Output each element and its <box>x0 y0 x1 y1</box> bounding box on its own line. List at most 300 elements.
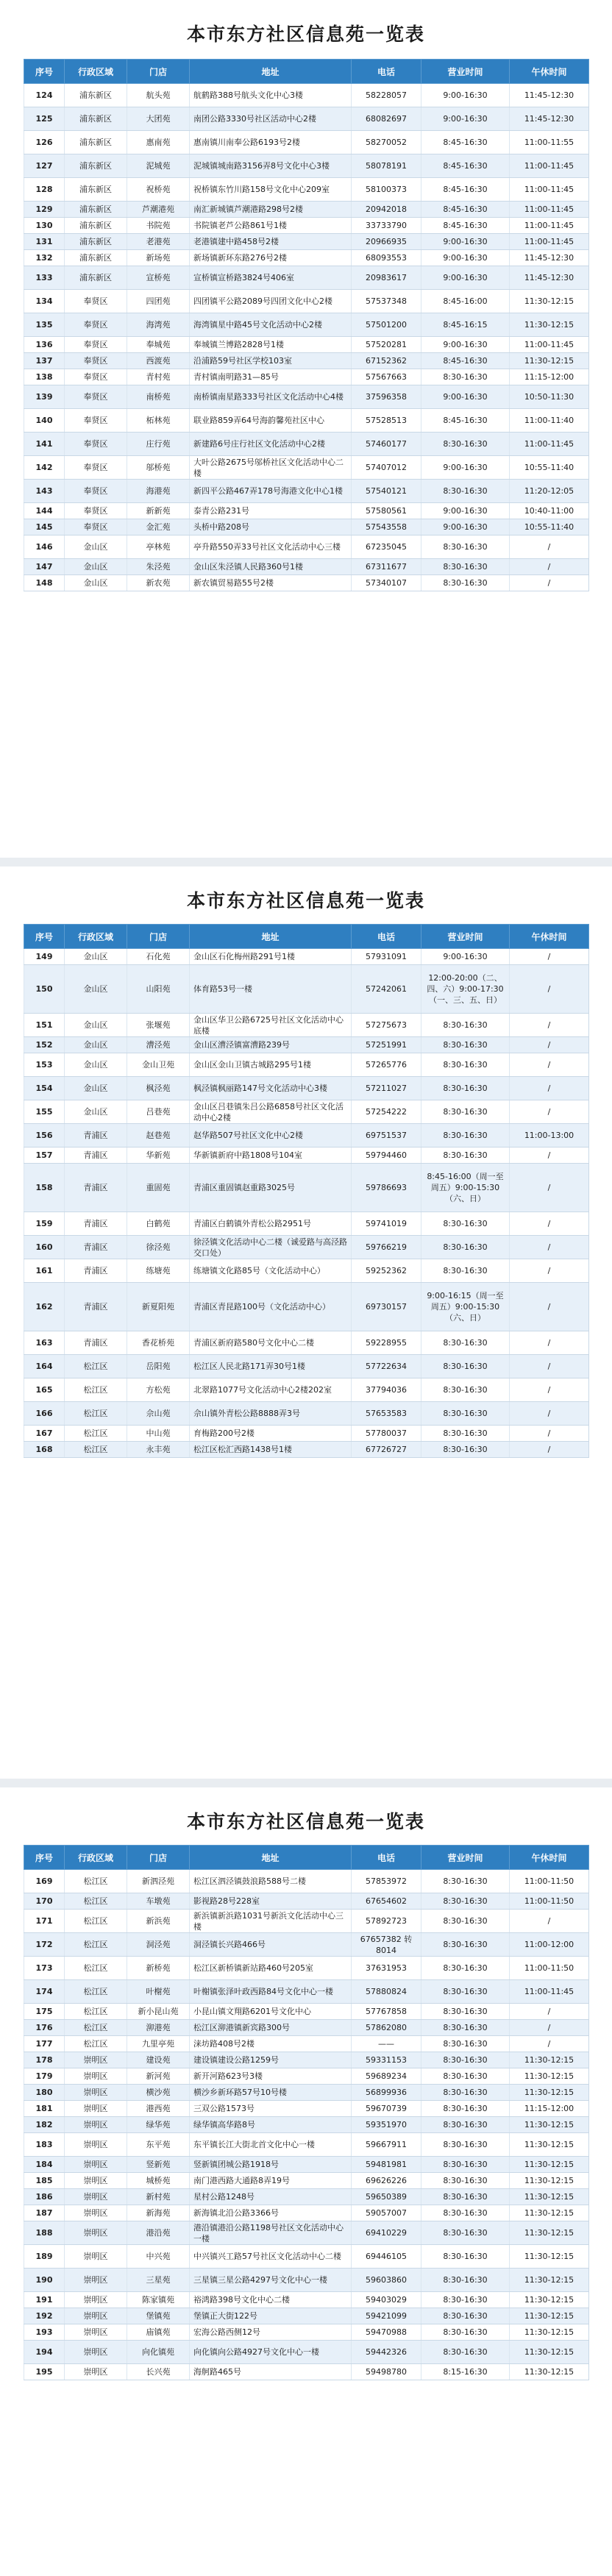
store-name-cell: 芦潮港苑 <box>127 202 190 218</box>
column-header-address: 地址 <box>190 60 352 84</box>
district-cell: 松江区 <box>65 1893 127 1910</box>
district-cell: 松江区 <box>65 2036 127 2052</box>
lunch-break-cell: / <box>510 2004 589 2020</box>
store-name-cell: 新小昆山苑 <box>127 2004 190 2020</box>
lunch-break-cell: 11:00-11:45 <box>510 154 589 178</box>
phone-cell: 37794036 <box>352 1378 421 1402</box>
district-cell: 奉贤区 <box>65 409 127 433</box>
store-name-cell: 西渡苑 <box>127 353 190 369</box>
address-cell: 航鹤路388号航头文化中心3楼 <box>190 84 352 107</box>
address-cell: 南汇新城镇芦潮港路298号2楼 <box>190 202 352 218</box>
row-number: 159 <box>24 1212 65 1236</box>
address-cell: 新建路6号庄行社区文化活动中心2楼 <box>190 433 352 456</box>
phone-cell: 59331153 <box>352 2052 421 2068</box>
row-number: 137 <box>24 353 65 369</box>
phone-cell: 57722634 <box>352 1355 421 1378</box>
lunch-break-cell: / <box>510 536 589 559</box>
row-number: 194 <box>24 2341 65 2364</box>
lunch-break-cell: / <box>510 1037 589 1053</box>
phone-cell: 69626226 <box>352 2173 421 2189</box>
table-row <box>24 2004 589 2020</box>
store-name-cell: 三星苑 <box>127 2269 190 2292</box>
table-row <box>24 1236 589 1259</box>
address-cell: 新海镇北沿公路3366号 <box>190 2205 352 2221</box>
row-number: 187 <box>24 2205 65 2221</box>
phone-cell: 68093553 <box>352 250 421 266</box>
address-cell: 洞泾镇长兴路466号 <box>190 1933 352 1957</box>
table-row <box>24 559 589 575</box>
table-row <box>24 519 589 536</box>
business-hours-cell: 9:00-16:30 <box>421 385 510 409</box>
table-row <box>24 353 589 369</box>
phone-cell: 56899936 <box>352 2085 421 2101</box>
store-name-cell: 山阳苑 <box>127 965 190 1014</box>
stores-table <box>24 59 589 591</box>
district-cell: 金山区 <box>65 559 127 575</box>
row-number: 184 <box>24 2157 65 2173</box>
address-cell: 松江区新桥镇新站路460号205室 <box>190 1957 352 1980</box>
store-name-cell: 绿华苑 <box>127 2117 190 2133</box>
store-name-cell: 白鹤苑 <box>127 1212 190 1236</box>
address-cell: 宣桥镇宣桥路3824号406室 <box>190 266 352 290</box>
store-name-cell: 奉城苑 <box>127 337 190 353</box>
address-cell: 叶榭镇张泽叶政西路84号文化中心一楼 <box>190 1980 352 2004</box>
district-cell: 奉贤区 <box>65 480 127 503</box>
row-number: 162 <box>24 1283 65 1331</box>
address-cell: 枫泾镇枫丽路147号文化活动中心3楼 <box>190 1077 352 1100</box>
row-number: 174 <box>24 1980 65 2004</box>
district-cell: 崇明区 <box>65 2221 127 2245</box>
column-header-row-number: 序号 <box>24 925 65 949</box>
address-cell: 书院镇老芦公路861号1楼 <box>190 218 352 234</box>
phone-cell: 57254222 <box>352 1100 421 1124</box>
table-row <box>24 2269 589 2292</box>
row-number: 155 <box>24 1100 65 1124</box>
row-number: 182 <box>24 2117 65 2133</box>
business-hours-cell: 8:30-16:30 <box>421 1053 510 1077</box>
row-number: 178 <box>24 2052 65 2068</box>
lunch-break-cell: 11:30-12:15 <box>510 2205 589 2221</box>
district-cell: 奉贤区 <box>65 503 127 519</box>
phone-cell: 58078191 <box>352 154 421 178</box>
store-name-cell: 香花桥苑 <box>127 1331 190 1355</box>
table-row <box>24 2341 589 2364</box>
lunch-break-cell: 11:30-12:15 <box>510 2052 589 2068</box>
row-number: 151 <box>24 1014 65 1037</box>
business-hours-cell: 9:00-16:30 <box>421 337 510 353</box>
phone-cell: 57543558 <box>352 519 421 536</box>
business-hours-cell: 8:30-16:30 <box>421 2020 510 2036</box>
store-name-cell: 庄行苑 <box>127 433 190 456</box>
address-cell: 中兴镇兴工路57号社区文化活动中心二楼 <box>190 2245 352 2269</box>
row-number: 146 <box>24 536 65 559</box>
store-name-cell: 永丰苑 <box>127 1442 190 1458</box>
address-cell: 东平镇长江大街北首文化中心一楼 <box>190 2133 352 2157</box>
row-number: 176 <box>24 2020 65 2036</box>
store-name-cell: 祝桥苑 <box>127 178 190 202</box>
address-cell: 星村公路1248号 <box>190 2189 352 2205</box>
business-hours-cell: 8:30-16:30 <box>421 2068 510 2085</box>
address-cell: 影视路28号228室 <box>190 1893 352 1910</box>
address-cell: 赵华路507号社区文化中心2楼 <box>190 1124 352 1148</box>
lunch-break-cell: 11:00-11:50 <box>510 1957 589 1980</box>
address-cell: 华新镇新府中路1808号104室 <box>190 1148 352 1164</box>
row-number: 171 <box>24 1910 65 1933</box>
business-hours-cell: 8:30-16:30 <box>421 1259 510 1283</box>
phone-cell: 69410229 <box>352 2221 421 2245</box>
lunch-break-cell: / <box>510 965 589 1014</box>
district-cell: 奉贤区 <box>65 290 127 313</box>
store-name-cell: 海港苑 <box>127 480 190 503</box>
phone-cell: 37596358 <box>352 385 421 409</box>
lunch-break-cell: / <box>510 1283 589 1331</box>
business-hours-cell: 8:30-16:30 <box>421 1148 510 1164</box>
table-row <box>24 369 589 385</box>
district-cell: 浦东新区 <box>65 131 127 154</box>
column-header-row-number: 序号 <box>24 60 65 84</box>
table-row <box>24 2221 589 2245</box>
table-row <box>24 2052 589 2068</box>
store-name-cell: 新海苑 <box>127 2205 190 2221</box>
lunch-break-cell: 11:30-12:15 <box>510 2068 589 2085</box>
table-row <box>24 1910 589 1933</box>
address-cell: 金山区漕泾镇富漕路239号 <box>190 1037 352 1053</box>
table-row <box>24 2324 589 2341</box>
store-name-cell: 新夏阳苑 <box>127 1283 190 1331</box>
district-cell: 青浦区 <box>65 1236 127 1259</box>
column-header-lunch-break: 午休时间 <box>510 925 589 949</box>
store-name-cell: 泥城苑 <box>127 154 190 178</box>
store-name-cell: 佘山苑 <box>127 1402 190 1426</box>
table-row <box>24 337 589 353</box>
table-row <box>24 2205 589 2221</box>
district-cell: 崇明区 <box>65 2052 127 2068</box>
column-header-business-hours: 营业时间 <box>421 60 510 84</box>
address-cell: 涞坊路408号2楼 <box>190 2036 352 2052</box>
lunch-break-cell: 11:00-11:45 <box>510 433 589 456</box>
column-header-district: 行政区域 <box>65 1846 127 1870</box>
address-cell: 小昆山镇文翔路6201号文化中心 <box>190 2004 352 2020</box>
row-number: 189 <box>24 2245 65 2269</box>
business-hours-cell: 8:45-16:30 <box>421 178 510 202</box>
store-name-cell: 方松苑 <box>127 1378 190 1402</box>
row-number: 124 <box>24 84 65 107</box>
store-name-cell: 柘林苑 <box>127 409 190 433</box>
district-cell: 松江区 <box>65 1870 127 1893</box>
district-cell: 松江区 <box>65 2020 127 2036</box>
address-cell: 松江区泖港镇新宾路300号 <box>190 2020 352 2036</box>
row-number: 181 <box>24 2101 65 2117</box>
address-cell: 金山区石化梅州路291号1楼 <box>190 949 352 965</box>
business-hours-cell: 8:45-16:30 <box>421 154 510 178</box>
store-name-cell: 竖新苑 <box>127 2157 190 2173</box>
business-hours-cell: 8:30-16:30 <box>421 2157 510 2173</box>
table-row <box>24 433 589 456</box>
address-cell: 新场镇新环东路276号2楼 <box>190 250 352 266</box>
phone-cell: 58100373 <box>352 178 421 202</box>
district-cell: 松江区 <box>65 1933 127 1957</box>
address-cell: 惠南镇川南奉公路6193号2楼 <box>190 131 352 154</box>
table-body <box>24 1870 589 2380</box>
lunch-break-cell: 11:00-11:40 <box>510 409 589 433</box>
row-number: 157 <box>24 1148 65 1164</box>
business-hours-cell: 8:30-16:30 <box>421 2036 510 2052</box>
phone-cell: 20942018 <box>352 202 421 218</box>
phone-cell: 59670739 <box>352 2101 421 2117</box>
phone-cell: 58270052 <box>352 131 421 154</box>
business-hours-cell: 8:30-16:30 <box>421 1426 510 1442</box>
district-cell: 崇明区 <box>65 2101 127 2117</box>
address-cell: 徐泾镇文化活动中心二楼（诚爱路与高泾路交口处） <box>190 1236 352 1259</box>
district-cell: 奉贤区 <box>65 353 127 369</box>
phone-cell: 59403029 <box>352 2292 421 2308</box>
address-cell: 海湾镇星中路45号文化活动中心2楼 <box>190 313 352 337</box>
table-row <box>24 1957 589 1980</box>
lunch-break-cell: / <box>510 559 589 575</box>
column-header-store-name: 门店 <box>127 60 190 84</box>
business-hours-cell: 9:00-16:30 <box>421 250 510 266</box>
section-divider <box>0 858 612 867</box>
table-row <box>24 503 589 519</box>
business-hours-cell: 8:30-16:30 <box>421 1124 510 1148</box>
address-cell: 青浦区青昆路100号（文化活动中心） <box>190 1283 352 1331</box>
store-name-cell: 宣桥苑 <box>127 266 190 290</box>
district-cell: 青浦区 <box>65 1124 127 1148</box>
row-number: 165 <box>24 1378 65 1402</box>
district-cell: 浦东新区 <box>65 202 127 218</box>
table-row <box>24 202 589 218</box>
lunch-break-cell: 11:45-12:30 <box>510 266 589 290</box>
business-hours-cell: 8:30-16:30 <box>421 1100 510 1124</box>
column-header-lunch-break: 午休时间 <box>510 60 589 84</box>
table-row <box>24 154 589 178</box>
row-number: 177 <box>24 2036 65 2052</box>
district-cell: 崇明区 <box>65 2189 127 2205</box>
lunch-break-cell: 11:30-12:15 <box>510 2269 589 2292</box>
district-cell: 崇明区 <box>65 2157 127 2173</box>
business-hours-cell: 8:45-16:30 <box>421 131 510 154</box>
business-hours-cell: 8:30-16:30 <box>421 559 510 575</box>
address-cell: 泥城镇城南路3156弄8号文化中心3楼 <box>190 154 352 178</box>
phone-cell: 57931091 <box>352 949 421 965</box>
address-cell: 松江区松汇西路1438号1楼 <box>190 1442 352 1458</box>
address-cell: 金山区华卫公路6725号社区文化活动中心底楼 <box>190 1014 352 1037</box>
lunch-break-cell: / <box>510 575 589 591</box>
lunch-break-cell: 11:00-11:45 <box>510 178 589 202</box>
column-header-business-hours: 营业时间 <box>421 925 510 949</box>
business-hours-cell: 8:30-16:30 <box>421 2221 510 2245</box>
lunch-break-cell: 11:30-12:15 <box>510 2157 589 2173</box>
store-name-cell: 航头苑 <box>127 84 190 107</box>
district-cell: 奉贤区 <box>65 313 127 337</box>
phone-cell: 59689234 <box>352 2068 421 2085</box>
phone-cell: 59650389 <box>352 2189 421 2205</box>
address-cell: 青浦区白鹤镇外青松公路2951号 <box>190 1212 352 1236</box>
row-number: 180 <box>24 2085 65 2101</box>
lunch-break-cell: 11:00-11:45 <box>510 202 589 218</box>
lunch-break-cell: / <box>510 1331 589 1355</box>
table-row <box>24 1283 589 1331</box>
table-row <box>24 1259 589 1283</box>
lunch-break-cell: 11:30-12:15 <box>510 353 589 369</box>
table-row <box>24 1164 589 1212</box>
row-number: 175 <box>24 2004 65 2020</box>
address-cell: 奉城镇兰博路2828号1楼 <box>190 337 352 353</box>
district-cell: 松江区 <box>65 1910 127 1933</box>
phone-cell: 59741019 <box>352 1212 421 1236</box>
address-cell: 横沙乡新环路57号10号楼 <box>190 2085 352 2101</box>
district-cell: 浦东新区 <box>65 84 127 107</box>
column-header-phone: 电话 <box>352 925 421 949</box>
row-number: 183 <box>24 2133 65 2157</box>
row-number: 185 <box>24 2173 65 2189</box>
table-row <box>24 250 589 266</box>
address-cell: 海舸路465号 <box>190 2364 352 2380</box>
business-hours-cell: 8:30-16:30 <box>421 2324 510 2341</box>
store-name-cell: 长兴苑 <box>127 2364 190 2380</box>
table-row <box>24 1053 589 1077</box>
row-number: 170 <box>24 1893 65 1910</box>
phone-cell: 57653583 <box>352 1402 421 1426</box>
lunch-break-cell: 11:00-12:00 <box>510 1933 589 1957</box>
district-cell: 崇明区 <box>65 2308 127 2324</box>
business-hours-cell: 8:30-16:30 <box>421 1402 510 1426</box>
phone-cell: 59766219 <box>352 1236 421 1259</box>
store-name-cell: 重固苑 <box>127 1164 190 1212</box>
district-cell: 崇明区 <box>65 2364 127 2380</box>
lunch-break-cell: 11:45-12:30 <box>510 250 589 266</box>
business-hours-cell: 8:45-16:30 <box>421 409 510 433</box>
row-number: 142 <box>24 456 65 480</box>
district-cell: 奉贤区 <box>65 385 127 409</box>
phone-cell: 57853972 <box>352 1870 421 1893</box>
store-name-cell: 车墩苑 <box>127 1893 190 1910</box>
business-hours-cell: 8:30-16:30 <box>421 1212 510 1236</box>
district-cell: 金山区 <box>65 575 127 591</box>
lunch-break-cell: / <box>510 1442 589 1458</box>
business-hours-cell: 12:00-20:00（二、四、六）9:00-17:30（一、三、五、日） <box>421 965 510 1014</box>
lunch-break-cell: / <box>510 1212 589 1236</box>
business-hours-cell: 9:00-16:30 <box>421 84 510 107</box>
business-hours-cell: 8:30-16:30 <box>421 2292 510 2308</box>
business-hours-cell: 8:30-16:30 <box>421 369 510 385</box>
district-cell: 奉贤区 <box>65 369 127 385</box>
address-cell: 宏海公路西侧12号 <box>190 2324 352 2341</box>
district-cell: 崇明区 <box>65 2269 127 2292</box>
table-row <box>24 2364 589 2380</box>
phone-cell: 59228955 <box>352 1331 421 1355</box>
store-name-cell: 金山卫苑 <box>127 1053 190 1077</box>
business-hours-cell: 8:30-16:30 <box>421 2173 510 2189</box>
store-name-cell: 港沿苑 <box>127 2221 190 2245</box>
table-row <box>24 1148 589 1164</box>
district-cell: 松江区 <box>65 1442 127 1458</box>
address-cell: 头桥中路208号 <box>190 519 352 536</box>
address-cell: 佘山镇外青松公路8888弄3号 <box>190 1402 352 1426</box>
address-cell: 联业路859弄64号海韵馨苑社区中心 <box>190 409 352 433</box>
district-cell: 青浦区 <box>65 1259 127 1283</box>
row-number: 161 <box>24 1259 65 1283</box>
business-hours-cell: 9:00-16:30 <box>421 456 510 480</box>
lunch-break-cell: / <box>510 1378 589 1402</box>
row-number: 125 <box>24 107 65 131</box>
table-row <box>24 2101 589 2117</box>
page-title: 本市东方社区信息苑一览表 <box>186 1811 425 1832</box>
row-number: 164 <box>24 1355 65 1378</box>
district-cell: 松江区 <box>65 2004 127 2020</box>
row-number: 193 <box>24 2324 65 2341</box>
row-number: 140 <box>24 409 65 433</box>
table-row <box>24 2117 589 2133</box>
lunch-break-cell: / <box>510 2020 589 2036</box>
store-name-cell: 新农苑 <box>127 575 190 591</box>
table-row <box>24 84 589 107</box>
table-row <box>24 1378 589 1402</box>
lunch-break-cell: / <box>510 2036 589 2052</box>
district-cell: 青浦区 <box>65 1331 127 1355</box>
store-name-cell: 陈家镇苑 <box>127 2292 190 2308</box>
phone-cell: 69751537 <box>352 1124 421 1148</box>
district-cell: 崇明区 <box>65 2117 127 2133</box>
store-name-cell: 练塘苑 <box>127 1259 190 1283</box>
business-hours-cell: 8:45-16:30 <box>421 218 510 234</box>
district-cell: 松江区 <box>65 1402 127 1426</box>
address-cell: 体育路53号一楼 <box>190 965 352 1014</box>
phone-cell: 57407012 <box>352 456 421 480</box>
table-section-3 <box>24 1799 588 2380</box>
district-cell: 奉贤区 <box>65 433 127 456</box>
row-number: 153 <box>24 1053 65 1077</box>
row-number: 127 <box>24 154 65 178</box>
store-name-cell: 九里亭苑 <box>127 2036 190 2052</box>
store-name-cell: 叶榭苑 <box>127 1980 190 2004</box>
phone-cell: 57242061 <box>352 965 421 1014</box>
phone-cell: 57251991 <box>352 1037 421 1053</box>
lunch-break-cell: 11:00-11:50 <box>510 1893 589 1910</box>
lunch-break-cell: 11:30-12:15 <box>510 2341 589 2364</box>
store-name-cell: 城桥苑 <box>127 2173 190 2189</box>
district-cell: 青浦区 <box>65 1283 127 1331</box>
lunch-break-cell: 10:55-11:40 <box>510 519 589 536</box>
district-cell: 松江区 <box>65 1980 127 2004</box>
store-name-cell: 中兴苑 <box>127 2245 190 2269</box>
address-cell: 新农镇贸易路55号2楼 <box>190 575 352 591</box>
row-number: 132 <box>24 250 65 266</box>
district-cell: 松江区 <box>65 1957 127 1980</box>
lunch-break-cell: 11:30-12:15 <box>510 2173 589 2189</box>
row-number: 154 <box>24 1077 65 1100</box>
table-row <box>24 409 589 433</box>
phone-cell: 69446105 <box>352 2245 421 2269</box>
lunch-break-cell: 11:30-12:15 <box>510 2085 589 2101</box>
lunch-break-cell: / <box>510 1910 589 1933</box>
row-number: 141 <box>24 433 65 456</box>
phone-cell: 59667911 <box>352 2133 421 2157</box>
row-number: 160 <box>24 1236 65 1259</box>
table-row <box>24 1933 589 1957</box>
lunch-break-cell: / <box>510 1402 589 1426</box>
table-row <box>24 2292 589 2308</box>
address-cell: 四团镇平公路2089号四团文化中心2楼 <box>190 290 352 313</box>
row-number: 129 <box>24 202 65 218</box>
business-hours-cell: 8:30-16:30 <box>421 1378 510 1402</box>
business-hours-cell: 9:00-16:30 <box>421 107 510 131</box>
address-cell: 北翠路1077号文化活动中心2楼202室 <box>190 1378 352 1402</box>
lunch-break-cell: / <box>510 1259 589 1283</box>
business-hours-cell: 8:30-16:30 <box>421 2133 510 2157</box>
store-name-cell: 徐泾苑 <box>127 1236 190 1259</box>
address-cell: 金山区吕巷镇朱吕公路6858号社区文化活动中心2楼 <box>190 1100 352 1124</box>
